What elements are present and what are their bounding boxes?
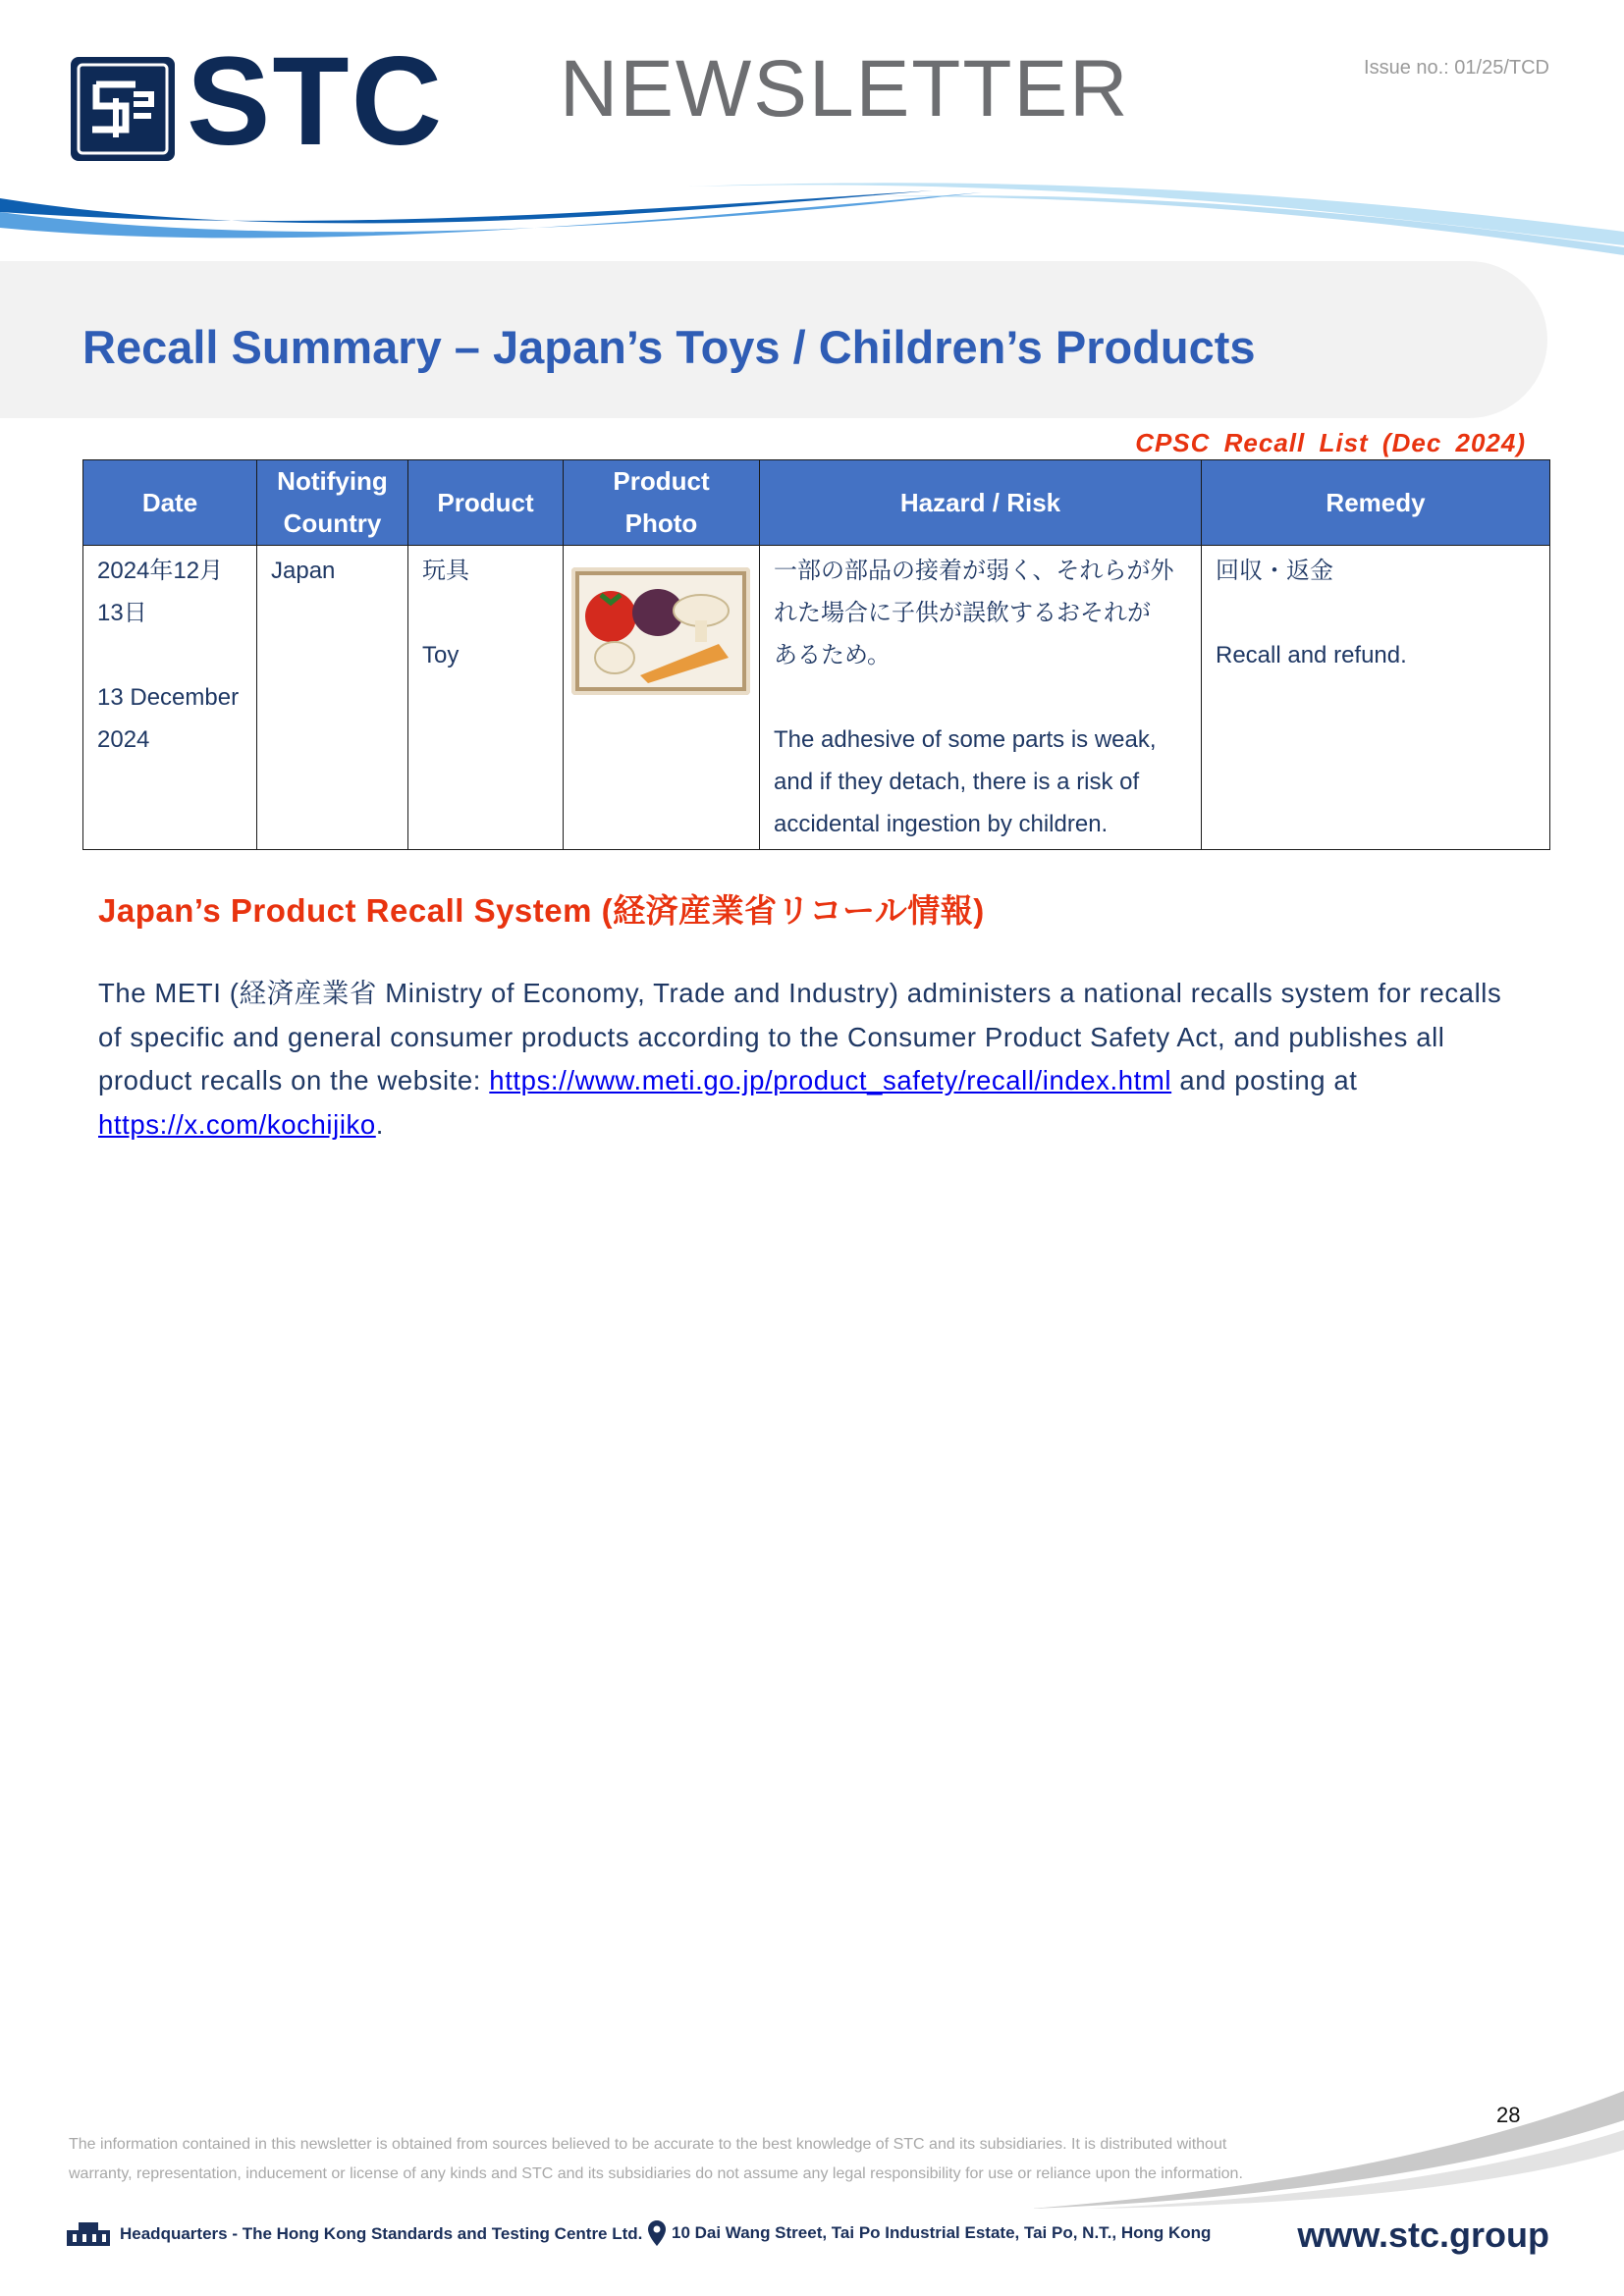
disclaimer-line1: The information contained in this newsletter is obtained from sources believed to be accurate to the best knowledge of STC and its subsidiaries. It is distributed without xyxy=(69,2136,1227,2153)
cell-country xyxy=(257,546,408,850)
hazard-en-line3: accidental ingestion by children. xyxy=(774,811,1109,837)
address-text: 10 Dai Wang Street, Tai Po Industrial Estate, Tai Po, N.T., Hong Kong xyxy=(672,2223,1212,2242)
country-value: Japan xyxy=(271,558,336,584)
para-text-1: The METI (経済産業省 Ministry of Economy, Trade and Industry) administers a national recalls system for recalls of specific and general consumer products according to the Consumer Product Safety Act, and publishes all product recalls on the website: xyxy=(98,978,1502,1095)
header-swoosh xyxy=(0,177,1624,255)
header-photo-line1: Product xyxy=(613,466,710,496)
website-link[interactable]: www.stc.group xyxy=(1297,2215,1549,2255)
spacer xyxy=(1216,592,1536,634)
spacer xyxy=(97,634,243,676)
page-number: 28 xyxy=(1496,2103,1521,2127)
hazard-jp-line2: れた場合に子供が誤飲するおそれが xyxy=(774,600,1151,626)
cell-hazard xyxy=(760,546,1202,850)
header-date: Date xyxy=(83,460,257,546)
kochijiko-link[interactable]: https://x.com/kochijiko xyxy=(98,1108,376,1140)
table-header-row xyxy=(83,460,1550,546)
para-text-3: . xyxy=(375,1108,385,1140)
hazard-jp-line1: 一部の部品の接着が弱く、それらが外 xyxy=(774,558,1174,584)
meti-recall-link[interactable]: https://www.meti.go.jp/product_safety/recall/index.html xyxy=(489,1065,1172,1095)
table-row xyxy=(83,546,1550,850)
hazard-en-line2: and if they detach, there is a risk of xyxy=(774,769,1140,795)
date-jp-line2: 13日 xyxy=(97,600,147,626)
header-remedy: Remedy xyxy=(1202,460,1550,546)
header-country-line2: Country xyxy=(283,508,382,538)
logo-wordmark: STC xyxy=(187,31,444,172)
product-en: Toy xyxy=(422,642,460,668)
cell-product xyxy=(408,546,564,850)
issue-number: Issue no.: 01/25/TCD xyxy=(1364,57,1549,79)
header-country-line1: Notifying xyxy=(277,466,388,496)
date-en-line2: 2024 xyxy=(97,726,150,753)
header-country xyxy=(257,460,408,546)
date-jp-line1: 2024年12月 xyxy=(97,558,224,584)
location-pin-icon xyxy=(648,2220,666,2246)
disclaimer-line2: warranty, representation, inducement or license of any kinds and STC and its subsidiaries do not assume any legal responsibility for use or reliance upon the information. xyxy=(69,2165,1243,2182)
address-block xyxy=(648,2220,1211,2246)
disclaimer xyxy=(69,2130,1345,2189)
building-icon xyxy=(65,2220,112,2248)
recall-table xyxy=(82,459,1550,850)
stc-logo-icon xyxy=(69,55,177,163)
cell-remedy xyxy=(1202,546,1550,850)
product-photo xyxy=(571,567,750,695)
header-photo-line2: Photo xyxy=(624,508,698,538)
remedy-jp: 回収・返金 xyxy=(1216,558,1333,584)
hazard-jp-line3: あるため。 xyxy=(774,642,892,668)
product-jp: 玩具 xyxy=(422,558,469,584)
spacer xyxy=(422,592,549,634)
header-product: Product xyxy=(408,460,564,546)
page-title: Recall Summary – Japan’s Toys / Children’s Products xyxy=(82,321,1256,373)
cell-photo xyxy=(564,546,760,850)
section-paragraph xyxy=(98,972,1502,1147)
header-hazard: Hazard / Risk xyxy=(760,460,1202,546)
stc-logo xyxy=(69,55,177,163)
remedy-en: Recall and refund. xyxy=(1216,642,1407,668)
headquarters-text: Headquarters - The Hong Kong Standards and Testing Centre Ltd. xyxy=(120,2224,643,2243)
spacer xyxy=(774,676,1187,719)
hazard-en-line1: The adhesive of some parts is weak, xyxy=(774,726,1157,753)
date-en-line1: 13 December xyxy=(97,684,240,711)
para-text-2: and posting at xyxy=(1171,1065,1358,1095)
header-photo xyxy=(564,460,760,546)
cell-date xyxy=(83,546,257,850)
newsletter-heading: NEWSLETTER xyxy=(560,44,1130,133)
cpsc-recall-label: CPSC Recall List (Dec 2024) xyxy=(1135,428,1526,457)
hq-block xyxy=(65,2220,642,2248)
section-title: Japan’s Product Recall System (経済産業省リコール情報) xyxy=(98,892,985,929)
